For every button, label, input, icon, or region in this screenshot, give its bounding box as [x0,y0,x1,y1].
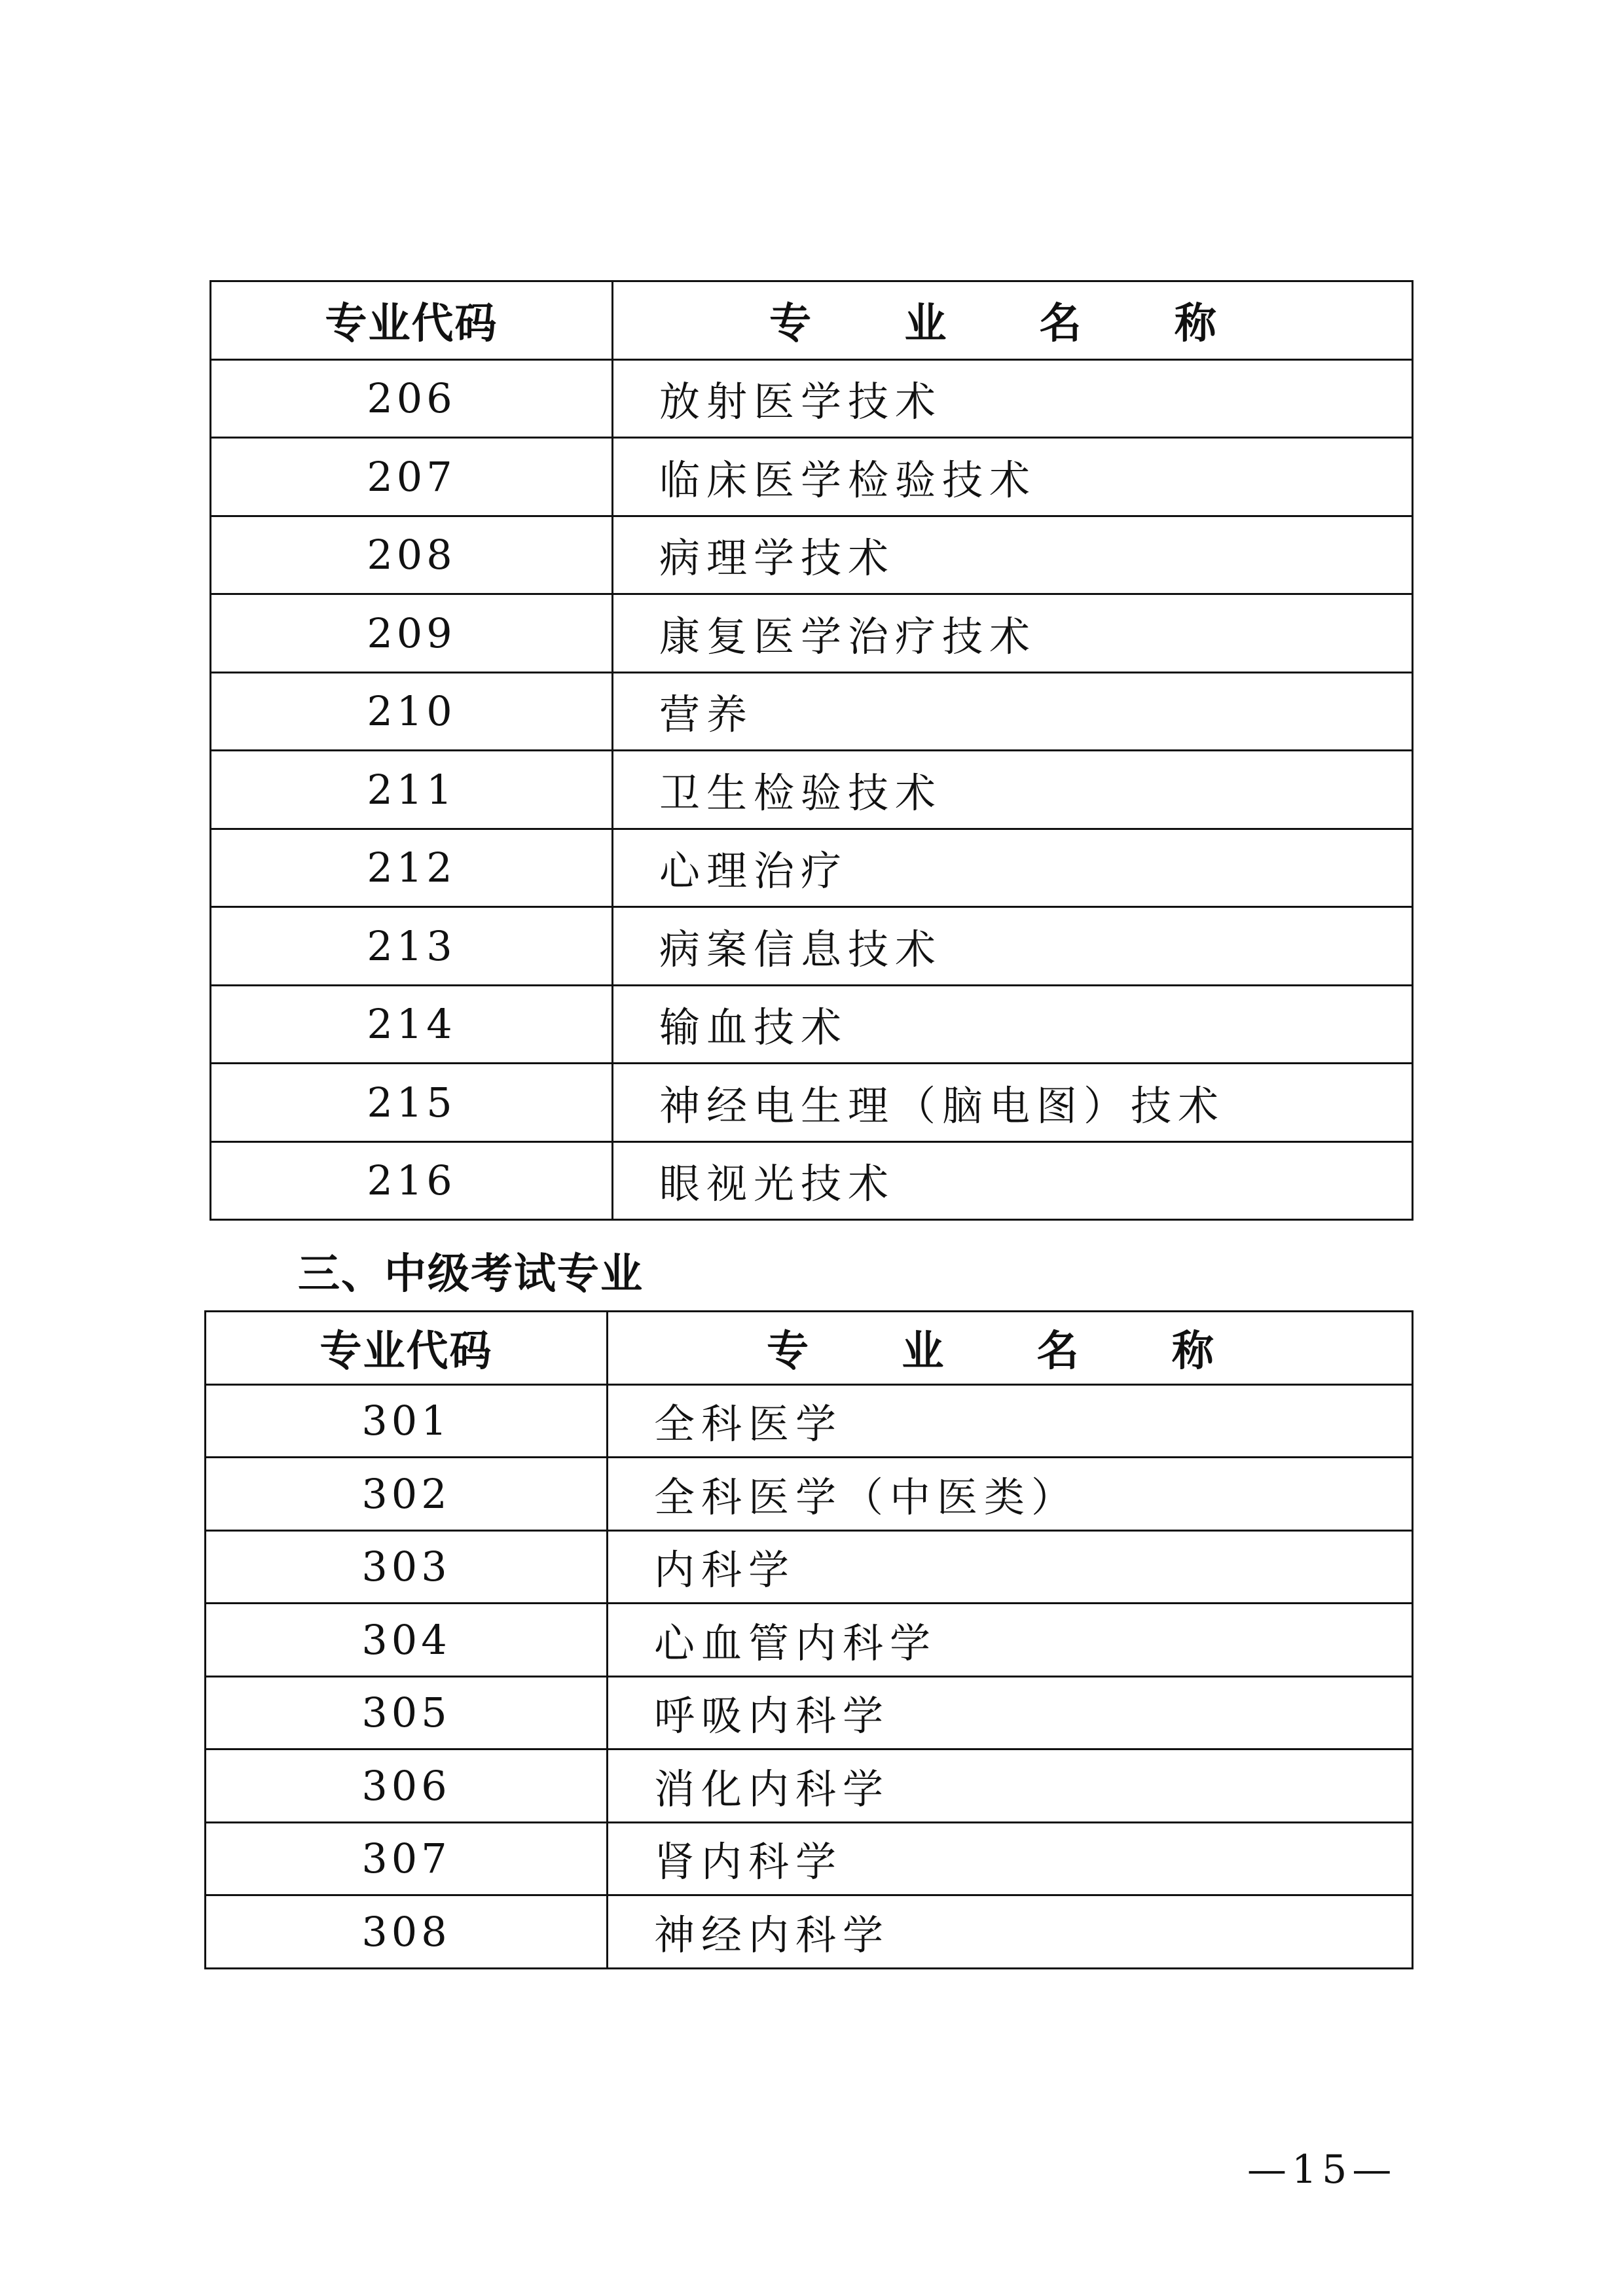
table-row [211,985,1413,1064]
code-cell: 305 [206,1676,608,1749]
table-row [206,1458,1413,1531]
table-row [211,438,1413,516]
column-header-name: 专 业 名 称 [613,281,1413,360]
table-header-row [206,1312,1413,1385]
table-row [211,594,1413,673]
table-row [211,1141,1413,1220]
column-header-code: 专业代码 [211,281,613,360]
name-cell: 全科医学（中医类） [608,1458,1413,1531]
code-cell: 302 [206,1458,608,1531]
table-row [206,1822,1413,1895]
name-cell: 病理学技术 [613,516,1413,594]
specialty-table-primary [210,280,1413,1221]
code-cell: 216 [211,1141,613,1220]
section-heading: 三、中级考试专业 [298,1250,644,1299]
code-cell: 212 [211,829,613,907]
name-cell: 消化内科学 [608,1749,1413,1823]
name-cell: 心理治疗 [613,829,1413,907]
table-row [211,1064,1413,1142]
table-row [206,1530,1413,1604]
table-row [211,672,1413,751]
code-cell: 306 [206,1749,608,1823]
table-row [206,1895,1413,1969]
name-cell: 卫生检验技术 [613,751,1413,829]
specialty-table-intermediate [204,1310,1413,1969]
name-cell: 呼吸内科学 [608,1676,1413,1749]
name-cell: 放射医学技术 [613,359,1413,438]
name-cell: 肾内科学 [608,1822,1413,1895]
code-cell: 307 [206,1822,608,1895]
name-cell: 心血管内科学 [608,1604,1413,1677]
name-cell: 临床医学检验技术 [613,438,1413,516]
code-cell: 301 [206,1384,608,1458]
table-row [206,1749,1413,1823]
name-cell: 全科医学 [608,1384,1413,1458]
name-cell: 输血技术 [613,985,1413,1064]
column-header-name: 专 业 名 称 [608,1312,1413,1385]
code-cell: 210 [211,672,613,751]
column-header-code: 专业代码 [206,1312,608,1385]
code-cell: 213 [211,907,613,986]
name-cell: 内科学 [608,1530,1413,1604]
table-row [211,516,1413,594]
code-cell: 209 [211,594,613,673]
code-cell: 207 [211,438,613,516]
table-row [211,907,1413,986]
code-cell: 304 [206,1604,608,1677]
code-cell: 214 [211,985,613,1064]
table-row [211,751,1413,829]
code-cell: 211 [211,751,613,829]
code-cell: 215 [211,1064,613,1142]
table-row [206,1676,1413,1749]
name-cell: 营养 [613,672,1413,751]
table-row [206,1384,1413,1458]
code-cell: 303 [206,1530,608,1604]
table-row [206,1604,1413,1677]
table-row [211,359,1413,438]
table-row [211,829,1413,907]
code-cell: 308 [206,1895,608,1969]
page-number: —15— [1247,2147,1397,2193]
name-cell: 眼视光技术 [613,1141,1413,1220]
code-cell: 208 [211,516,613,594]
table-header-row [211,281,1413,360]
name-cell: 病案信息技术 [613,907,1413,986]
name-cell: 神经电生理（脑电图）技术 [613,1064,1413,1142]
name-cell: 康复医学治疗技术 [613,594,1413,673]
code-cell: 206 [211,359,613,438]
name-cell: 神经内科学 [608,1895,1413,1969]
